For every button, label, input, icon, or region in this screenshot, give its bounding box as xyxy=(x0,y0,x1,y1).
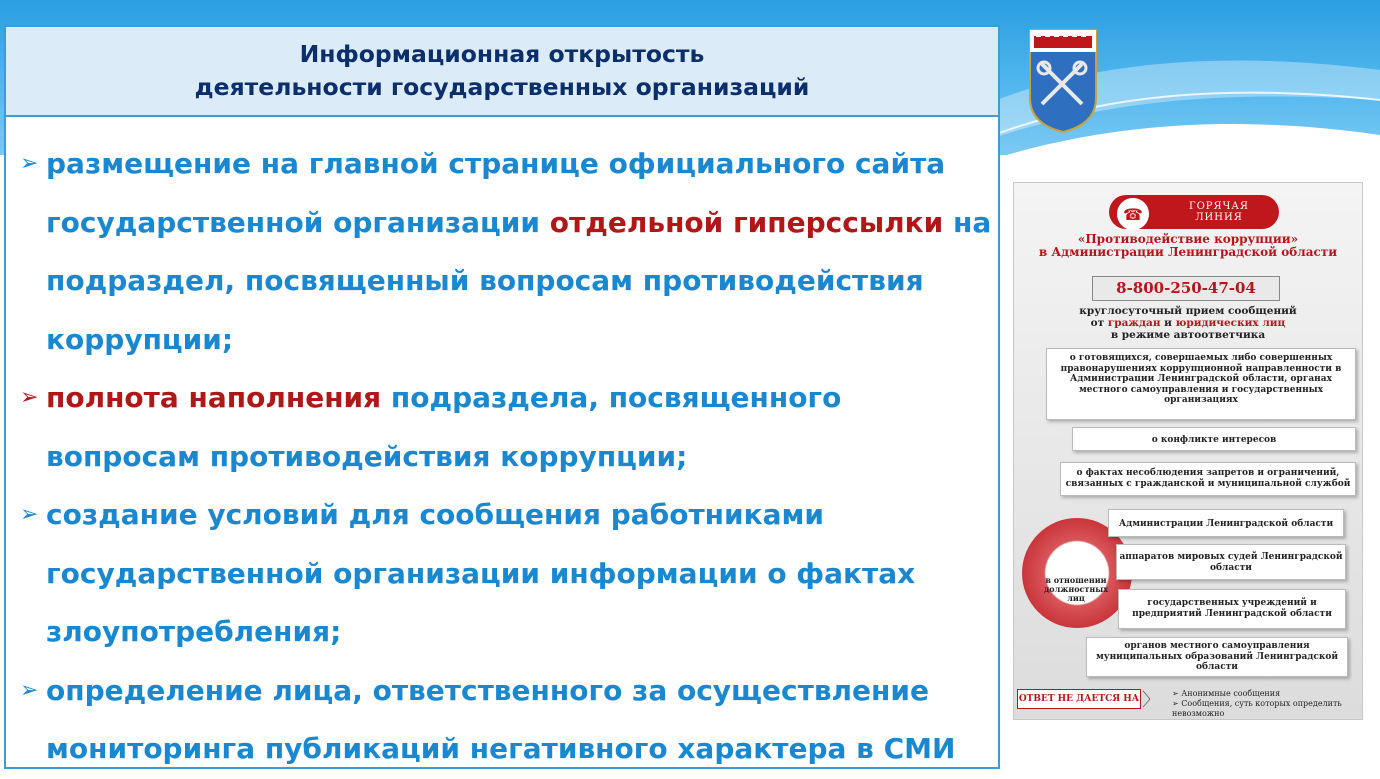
organization-card: органов местного самоуправления муниципальных образований Ленинградской области xyxy=(1086,637,1348,677)
arrow-icon: ➢ xyxy=(20,385,39,410)
report-topic-card: о фактах несоблюдения запретов и ограничений, связанных с гражданской и муниципальной службой xyxy=(1060,462,1356,496)
content-panel xyxy=(4,117,1000,769)
page-title xyxy=(4,25,1000,117)
poster-title: «Противодействие коррупции» в Администрации Ленинградской области xyxy=(1038,232,1338,259)
coat-of-arms-icon xyxy=(1028,28,1098,134)
no-response-label: ОТВЕТ НЕ ДАЕТСЯ НА xyxy=(1017,689,1141,709)
arrow-icon: ➢ xyxy=(20,677,39,703)
chevron-right-icon: 〉 xyxy=(1142,690,1160,711)
report-topic-card: о конфликте интересов xyxy=(1072,427,1356,451)
organization-card: аппаратов мировых судей Ленинградской области xyxy=(1116,544,1346,580)
list-item: ➢ создание условий для сообщения работниками государственной организации информации о фактах злоупотребления; xyxy=(6,486,998,662)
phone-icon: ☎ xyxy=(1117,198,1149,230)
hotline-phone: 8-800-250-47-04 xyxy=(1092,276,1280,301)
title-line-2: деятельности государственных организаций xyxy=(194,73,810,101)
report-topic-card: о готовящихся, совершаемых либо совершенных правонарушениях коррупционной направленности в Администрации Ленинградской области, органах местного самоуправления и государственных организациях xyxy=(1046,348,1356,420)
title-line-1: Информационная открытость xyxy=(299,40,705,68)
no-response-list: ➢ Анонимные сообщения ➢ Сообщения, суть которых определить невозможно xyxy=(1172,689,1342,718)
organization-card: Администрации Ленинградской области xyxy=(1108,509,1344,537)
list-item: ➢ полнота наполнения подраздела, посвященного вопросам противодействия коррупции; xyxy=(6,369,998,486)
list-item: ➢ размещение на главной странице официального сайта государственной организации отдельной гиперссылки на подраздел, посвященный вопросам противодействия коррупции; xyxy=(6,135,998,369)
arrow-icon: ➢ xyxy=(20,502,39,527)
list-item: ➢ определение лица, ответственного за осуществление мониторинга публикаций негативного характера в СМИ xyxy=(6,662,998,779)
organization-card: государственных учреждений и предприятий Ленинградской области xyxy=(1118,589,1346,629)
poster-subtitle: круглосуточный прием сообщений от граждан и юридических лиц в режиме автоответчика xyxy=(1079,305,1297,341)
bullet-list xyxy=(6,117,998,779)
hotline-poster xyxy=(1013,182,1363,720)
arrow-icon: ➢ xyxy=(20,151,39,176)
decorative-wave xyxy=(960,40,1380,180)
hotline-badge: ☎ ГОРЯЧАЯ ЛИНИЯ xyxy=(1109,195,1279,229)
ring-label: в отношении должностных лиц xyxy=(1043,575,1109,603)
